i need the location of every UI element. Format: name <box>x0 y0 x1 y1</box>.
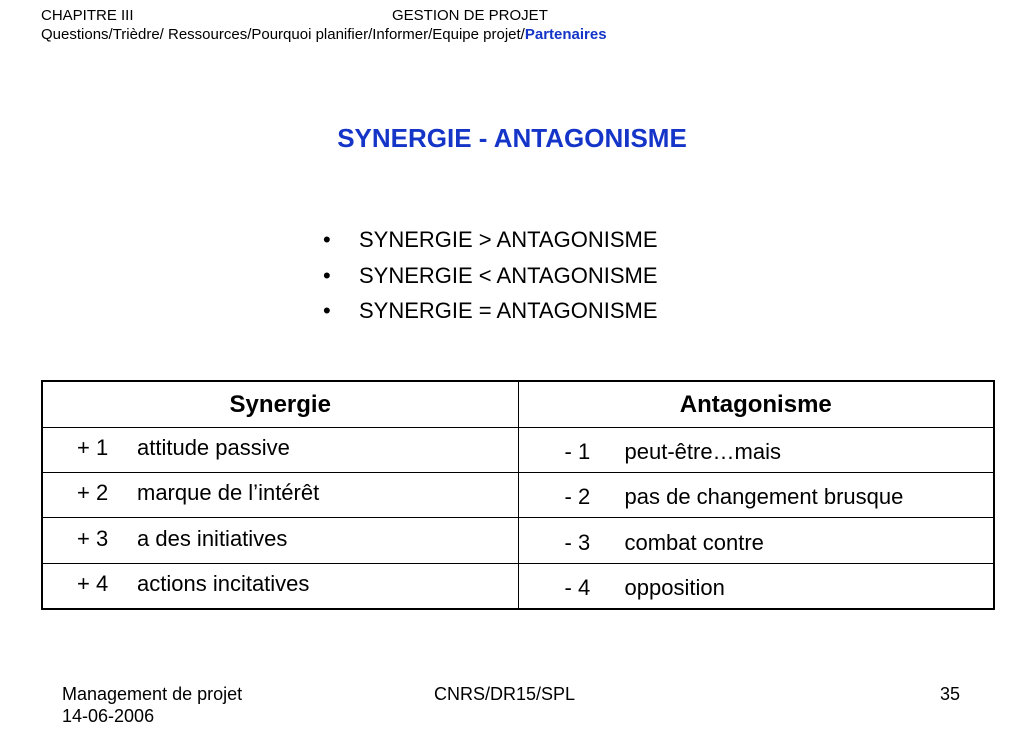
column-header-synergie: Synergie <box>42 381 518 428</box>
antagonism-text: pas de changement brusque <box>624 484 904 510</box>
antagonism-text: peut-être…mais <box>624 439 782 465</box>
synergy-cell <box>42 428 518 473</box>
synergy-text: attitude passive <box>137 435 290 461</box>
synergy-text: a des initiatives <box>137 525 288 551</box>
breadcrumb-path: Questions/Trièdre/ Ressources/Pourquoi planifier/Informer/Equipe projet/ <box>41 26 525 43</box>
synergy-text: actions incitatives <box>137 570 310 596</box>
chapter-label: CHAPITRE III <box>41 7 134 24</box>
synergy-level: + 2 <box>77 480 109 506</box>
footer-organization: CNRS/DR15/SPL <box>434 684 576 704</box>
antagonism-level: - 2 <box>564 484 591 510</box>
antagonism-text: opposition <box>624 574 725 600</box>
synergy-level: + 3 <box>77 525 109 551</box>
bullet-text: SYNERGIE > ANTAGONISME <box>359 227 658 252</box>
bullet-item <box>323 293 658 329</box>
table-row <box>42 518 994 563</box>
bullet-text: SYNERGIE < ANTAGONISME <box>359 262 658 288</box>
synergy-cell <box>42 563 518 609</box>
antagonism-cell <box>518 473 994 518</box>
bullet-list <box>323 222 658 329</box>
synergy-level: + 1 <box>77 435 109 461</box>
synergy-cell <box>42 518 518 563</box>
slide-header <box>41 7 741 25</box>
column-header-antagonisme: Antagonisme <box>518 381 994 428</box>
table-header-row <box>42 381 994 428</box>
bullet-icon: • <box>323 298 331 323</box>
antagonism-level: - 1 <box>564 439 591 465</box>
synergy-cell <box>42 473 518 518</box>
page-number: 35 <box>940 684 961 704</box>
footer-left <box>62 683 242 727</box>
bullet-item <box>323 222 658 258</box>
bullet-icon: • <box>323 227 331 252</box>
table-row <box>42 563 994 609</box>
table-row <box>42 428 994 473</box>
page-title: SYNERGIE - ANTAGONISME <box>337 123 687 153</box>
synergy-text: marque de l’intérêt <box>137 480 320 506</box>
table-row <box>42 473 994 518</box>
bullet-icon: • <box>323 262 331 288</box>
antagonism-cell <box>518 428 994 473</box>
breadcrumb <box>41 26 607 44</box>
footer-date: 14-06-2006 <box>62 706 155 726</box>
synergy-antagonism-table <box>41 380 995 610</box>
breadcrumb-current: Partenaires <box>524 26 607 43</box>
bullet-item <box>323 258 658 294</box>
footer-course-name: Management de projet <box>62 684 243 704</box>
antagonism-text: combat contre <box>624 529 764 555</box>
antagonism-cell <box>518 518 994 563</box>
synergy-level: + 4 <box>77 570 109 596</box>
course-label: GESTION DE PROJET <box>392 7 548 24</box>
antagonism-level: - 3 <box>564 529 591 555</box>
antagonism-level: - 4 <box>564 574 591 600</box>
antagonism-cell <box>518 563 994 609</box>
bullet-text: SYNERGIE = ANTAGONISME <box>359 298 658 323</box>
